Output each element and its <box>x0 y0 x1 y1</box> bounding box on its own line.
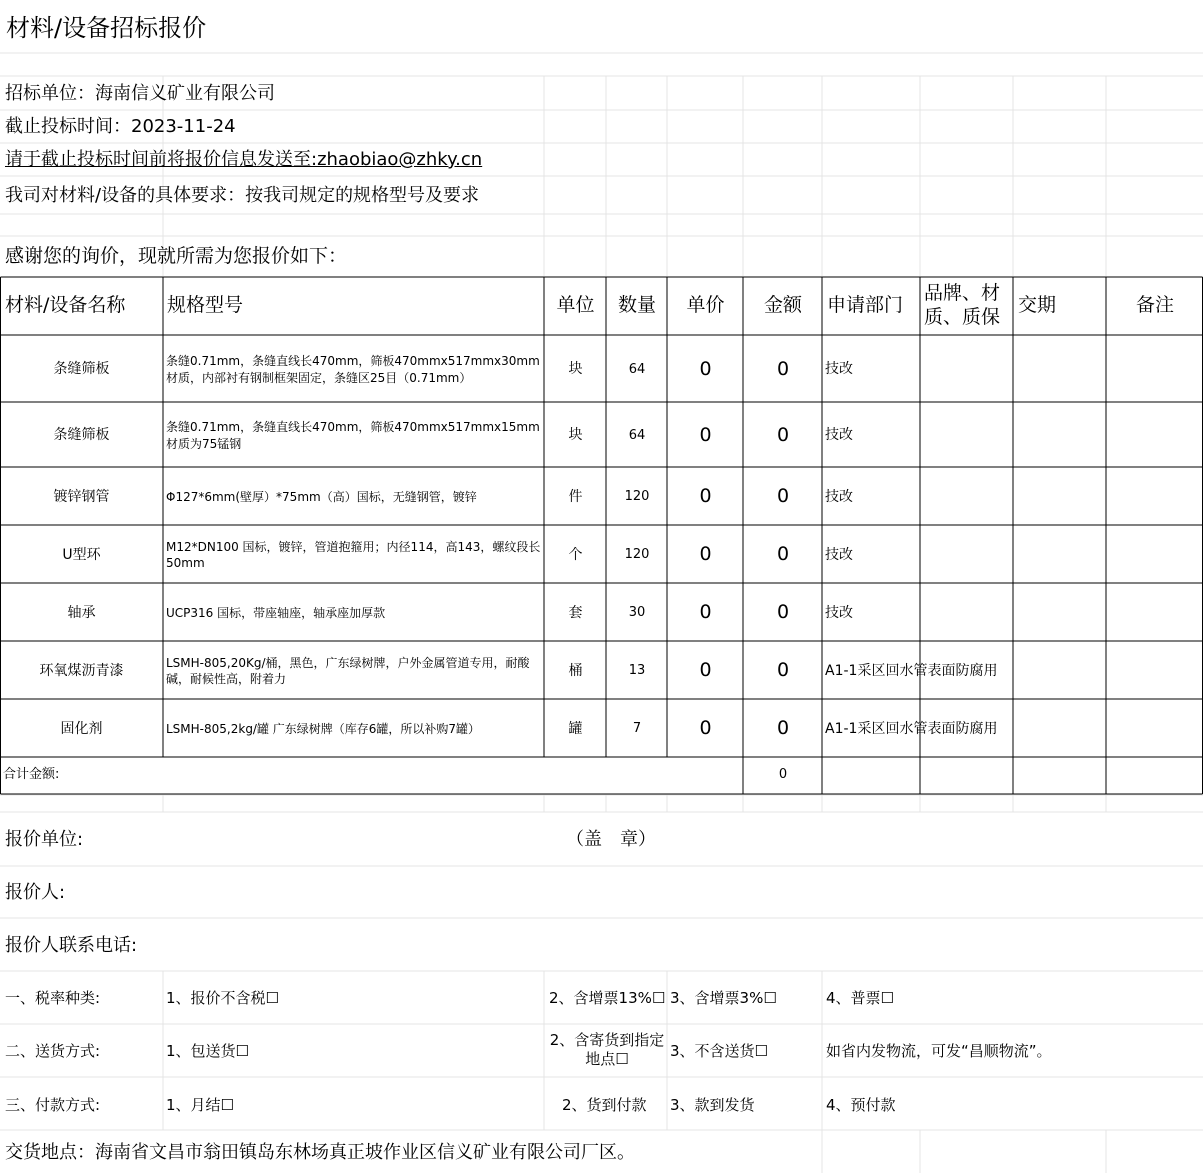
shipping-option-4: 如省内发物流，可发“昌顺物流”。 <box>826 1042 1052 1060</box>
cell-name: 镀锌钢管 <box>53 488 110 505</box>
cell-amount: 0 <box>776 357 790 380</box>
cell-dept: 技改 <box>825 546 853 563</box>
cell-name: 固化剂 <box>60 720 103 737</box>
cell-unit: 个 <box>568 546 583 563</box>
cell-spec: M12*DN100 国标，镀锌，管道抱箍用；内径114，高143，螺纹段长50mm <box>166 539 541 570</box>
cell-amount: 0 <box>776 659 790 682</box>
cell-amount: 0 <box>776 423 790 446</box>
total-value: 0 <box>778 767 788 782</box>
cell-spec: 条缝0.71mm，条缝直线长470mm，筛板470mmx517mmx15mm 材质为75锰钢 <box>166 420 540 451</box>
cell-name: 条缝筛板 <box>53 361 110 378</box>
shipping-option-1[interactable]: 1、包送货☐ <box>166 1042 249 1060</box>
shipping-label: 二、送货方式: <box>5 1042 101 1060</box>
cell-unit: 罐 <box>568 720 583 737</box>
phone-label: 报价人联系电话: <box>5 935 138 956</box>
bidding-unit: 招标单位：海南信义矿业有限公司 <box>5 83 275 104</box>
quote-unit-label: 报价单位: <box>5 829 84 850</box>
cell-qty: 7 <box>632 721 642 737</box>
requirement-text: 我司对材料/设备的具体要求：按我司规定的规格型号及要求 <box>5 185 480 206</box>
cell-unit: 套 <box>568 604 583 621</box>
quoter-label: 报价人: <box>5 882 66 903</box>
delivery-address: 交货地点：海南省文昌市翁田镇岛东林场真正坡作业区信义矿业有限公司厂区。 <box>5 1142 635 1163</box>
cell-spec: Φ127*6mm(壁厚）*75mm（高）国标，无缝钢管，镀锌 <box>166 489 477 504</box>
tax-option-2[interactable]: 2、含增票13%☐ <box>549 989 666 1007</box>
cell-amount: 0 <box>776 543 790 566</box>
shipping-option-3[interactable]: 3、不含送货☐ <box>670 1042 768 1060</box>
cell-dept: A1-1采区回水管表面防腐用 <box>825 720 998 737</box>
header-spec: 规格型号 <box>167 294 244 316</box>
cell-price: 0 <box>699 659 712 682</box>
cell-spec: UCP316 国标，带座轴座，轴承座加厚款 <box>166 605 386 620</box>
seal-label: （盖 章） <box>566 829 656 850</box>
payment-option-4[interactable]: 4、预付款 <box>826 1096 896 1114</box>
header-name: 材料/设备名称 <box>5 294 126 316</box>
payment-label: 三、付款方式: <box>5 1096 101 1114</box>
cell-spec: LSMH-805,2kg/罐 广东绿树牌（库存6罐，所以补购7罐） <box>166 721 481 736</box>
thanks-text: 感谢您的询价，现就所需为您报价如下： <box>5 245 348 267</box>
cell-qty: 64 <box>628 427 646 443</box>
cell-price: 0 <box>699 717 712 740</box>
cell-dept: 技改 <box>825 427 853 444</box>
cell-price: 0 <box>699 601 712 624</box>
cell-price: 0 <box>699 423 712 446</box>
shipping-option-2[interactable]: 2、含寄货到指定地点☐ <box>549 1031 665 1068</box>
cell-spec: 条缝0.71mm，条缝直线长470mm，筛板470mmx517mmx30mm 材质，内部衬有钢制框架固定，条缝区25目（0.71mm） <box>166 354 540 385</box>
cell-dept: A1-1采区回水管表面防腐用 <box>825 662 998 679</box>
cell-dept: 技改 <box>825 361 853 378</box>
send-email-link[interactable]: 请于截止投标时间前将报价信息发送至:zhaobiao@zhky.cn <box>5 149 483 170</box>
header-amount: 金额 <box>763 294 802 316</box>
cell-price: 0 <box>699 485 712 508</box>
total-label: 合计金额: <box>3 767 60 782</box>
cell-name: 轴承 <box>67 604 96 621</box>
cell-spec: LSMH-805,20Kg/桶，黑色，广东绿树牌，户外金属管道专用，耐酸碱，耐候性高，附着力 <box>166 655 530 686</box>
payment-option-1[interactable]: 1、月结☐ <box>166 1096 234 1114</box>
payment-option-2[interactable]: 2、货到付款 <box>562 1096 647 1114</box>
header-delivery: 交期 <box>1018 294 1057 316</box>
bid-deadline: 截止投标时间：2023-11-24 <box>5 116 236 137</box>
tax-label: 一、税率种类: <box>5 989 101 1007</box>
cell-name: U型环 <box>62 546 101 563</box>
cell-dept: 技改 <box>825 604 853 621</box>
cell-unit: 桶 <box>568 662 583 679</box>
cell-amount: 0 <box>776 485 790 508</box>
cell-amount: 0 <box>776 601 790 624</box>
cell-qty: 64 <box>628 361 646 377</box>
tax-option-4[interactable]: 4、普票☐ <box>826 989 894 1007</box>
tax-option-1[interactable]: 1、报价不含税☐ <box>166 989 279 1007</box>
header-unit: 单位 <box>556 294 595 316</box>
cell-unit: 件 <box>568 488 583 505</box>
header-brand: 品牌、材质、质保 <box>924 282 1001 328</box>
payment-option-3[interactable]: 3、款到发货 <box>670 1096 755 1114</box>
header-remark: 备注 <box>1135 294 1174 316</box>
cell-amount: 0 <box>776 717 790 740</box>
cell-name: 环氧煤沥青漆 <box>39 662 124 679</box>
cell-qty: 120 <box>624 489 650 505</box>
cell-price: 0 <box>699 357 712 380</box>
cell-unit: 块 <box>568 427 583 444</box>
header-qty: 数量 <box>617 294 656 316</box>
header-dept: 申请部门 <box>827 294 904 316</box>
cell-dept: 技改 <box>825 488 853 505</box>
page-title: 材料/设备招标报价 <box>6 14 207 42</box>
cell-qty: 30 <box>628 605 646 621</box>
cell-unit: 块 <box>568 361 583 378</box>
cell-price: 0 <box>699 543 712 566</box>
header-price: 单价 <box>686 294 725 316</box>
cell-name: 条缝筛板 <box>53 427 110 444</box>
cell-qty: 13 <box>628 663 646 679</box>
cell-qty: 120 <box>624 547 650 563</box>
tax-option-3[interactable]: 3、含增票3%☐ <box>670 989 777 1007</box>
